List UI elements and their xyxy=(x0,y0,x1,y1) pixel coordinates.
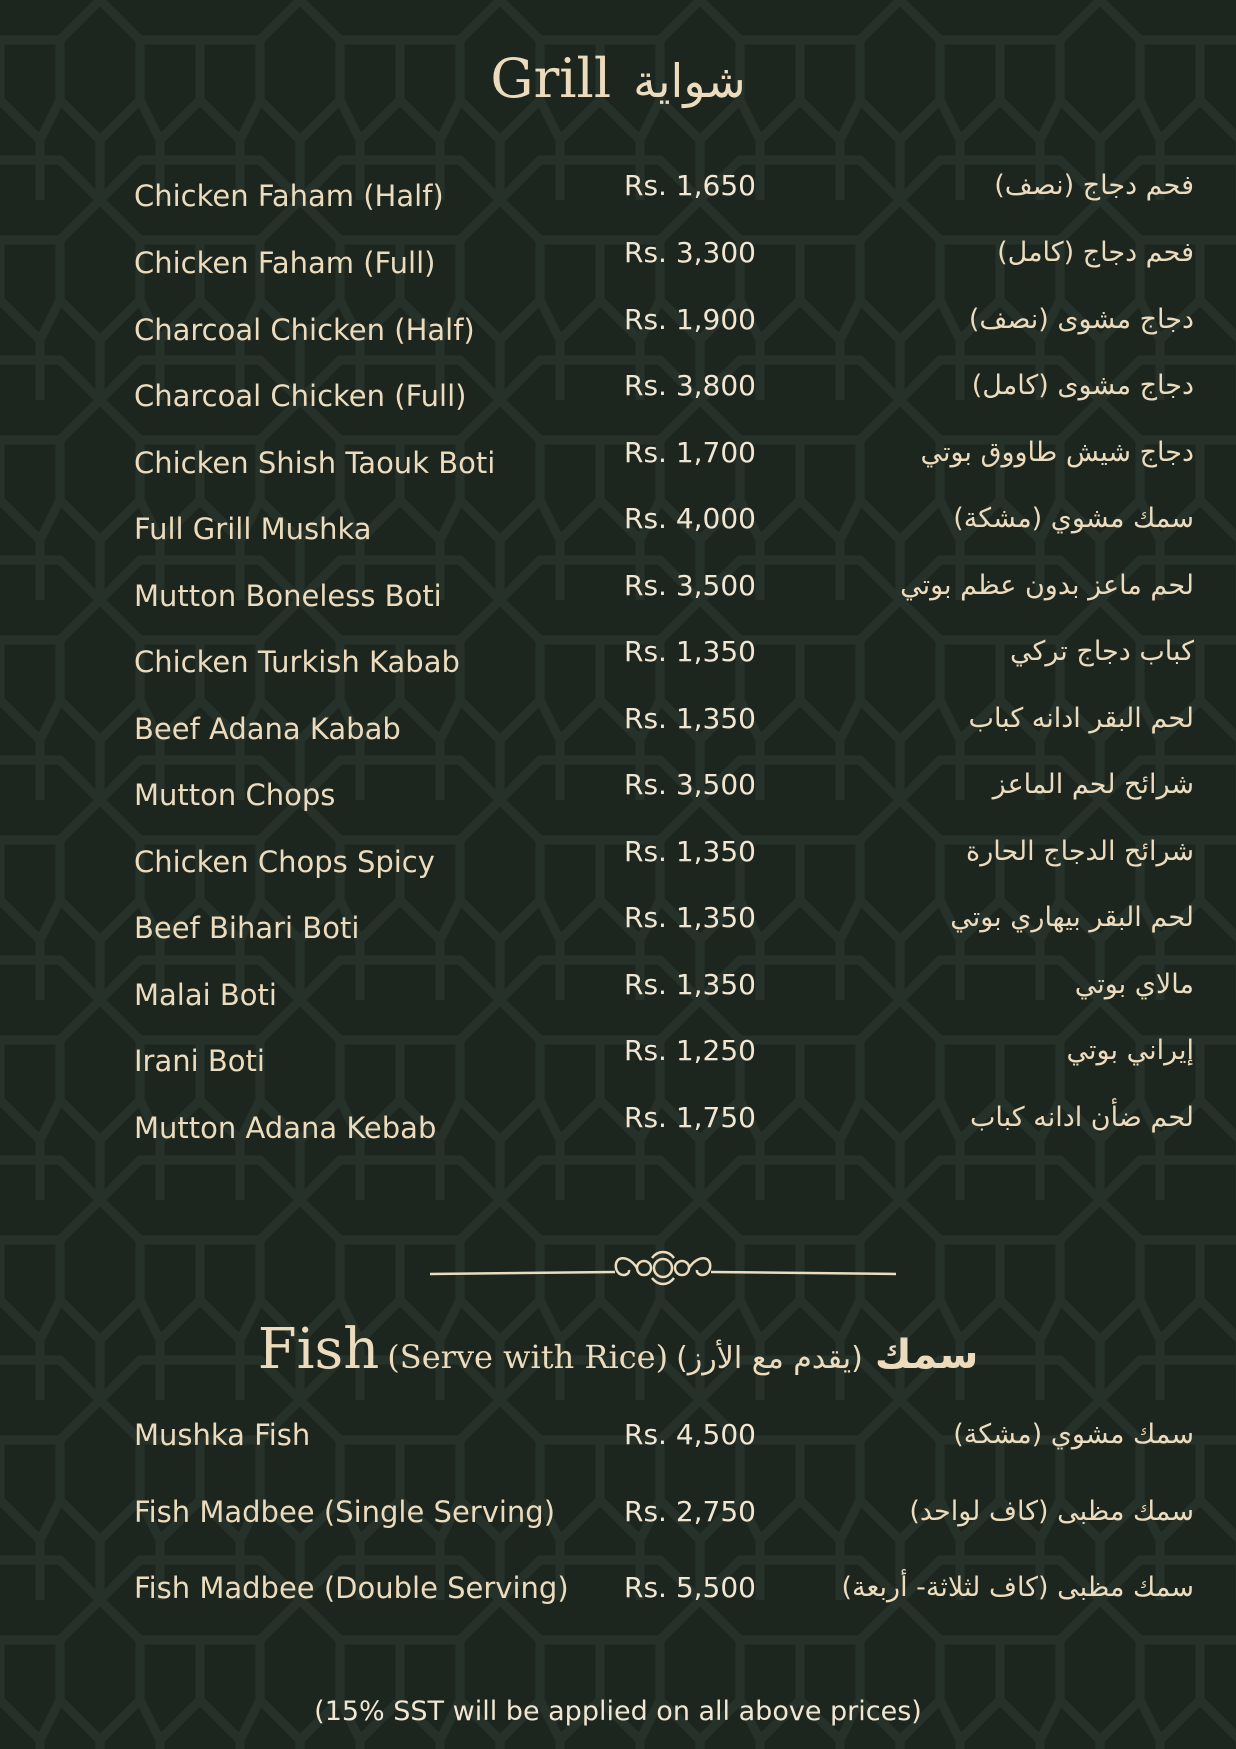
menu-item xyxy=(0,300,1236,350)
fish-title-ar: سمك xyxy=(874,1332,979,1378)
grill-title-ar: شواية xyxy=(633,54,746,108)
menu-item xyxy=(0,566,1236,616)
item-price: Rs. 1,350 xyxy=(623,901,756,934)
item-name-ar: سمك مشوي (مشكة) xyxy=(953,503,1194,534)
item-name-ar: سمك مظبى (كاف لثلاثة- أربعة) xyxy=(841,1572,1194,1603)
item-name-en: Fish Madbee (Single Serving) xyxy=(134,1495,556,1529)
menu-item xyxy=(0,1031,1236,1081)
item-price: Rs. 4,000 xyxy=(623,502,756,535)
item-price: Rs. 1,250 xyxy=(623,1034,756,1067)
item-price: Rs. 1,350 xyxy=(623,702,756,735)
item-price: Rs. 1,350 xyxy=(623,635,756,668)
item-name-ar: كباب دجاج تركي xyxy=(1010,636,1194,667)
item-name-en: Chicken Turkish Kabab xyxy=(134,645,460,679)
item-name-en: Beef Adana Kabab xyxy=(134,712,401,746)
menu-item xyxy=(0,632,1236,682)
menu-item xyxy=(0,233,1236,283)
item-name-ar: فحم دجاج (نصف) xyxy=(994,170,1194,201)
menu-item xyxy=(0,1492,1236,1542)
item-price: Rs. 3,500 xyxy=(623,569,756,602)
item-name-ar: سمك مظبى (كاف لواحد) xyxy=(909,1496,1194,1527)
item-name-en: Mutton Adana Kebab xyxy=(134,1111,437,1145)
item-name-ar: لحم ماعز بدون عظم بوتي xyxy=(900,570,1194,601)
item-price: Rs. 1,350 xyxy=(623,968,756,1001)
fish-title-en: Fish xyxy=(257,1317,380,1382)
item-price: Rs. 3,800 xyxy=(623,369,756,402)
tax-footnote: (15% SST will be applied on all above prices) xyxy=(314,1696,922,1727)
item-name-en: Mutton Boneless Boti xyxy=(134,579,442,613)
item-name-ar: شرائح الدجاج الحارة xyxy=(966,836,1194,867)
ornament-divider xyxy=(430,1246,896,1290)
item-name-en: Chicken Chops Spicy xyxy=(134,845,435,879)
item-name-ar: دجاج مشوى (كامل) xyxy=(971,370,1194,401)
menu-item xyxy=(0,166,1236,216)
menu-item xyxy=(0,965,1236,1015)
item-price: Rs. 3,500 xyxy=(623,768,756,801)
grill-section-title xyxy=(0,44,1236,116)
fish-section-title xyxy=(0,1310,1236,1403)
fish-title-en-sub: (Serve with Rice) xyxy=(387,1338,669,1376)
item-name-en: Mutton Chops xyxy=(134,778,336,812)
menu-item xyxy=(0,366,1236,416)
item-name-ar: لحم البقر بيهاري بوتي xyxy=(950,902,1194,933)
item-name-en: Malai Boti xyxy=(134,978,277,1012)
item-name-ar: سمك مشوي (مشكة) xyxy=(953,1419,1194,1450)
item-name-en: Chicken Shish Taouk Boti xyxy=(134,446,496,480)
fish-title-ar-sub: (يقدم مع الأرز) xyxy=(676,1341,863,1376)
menu-item xyxy=(0,1098,1236,1148)
item-name-en: Fish Madbee (Double Serving) xyxy=(134,1571,569,1605)
item-name-en: Charcoal Chicken (Full) xyxy=(134,379,467,413)
item-name-ar: شرائح لحم الماعز xyxy=(992,769,1194,800)
item-name-en: Charcoal Chicken (Half) xyxy=(134,313,475,347)
menu-item xyxy=(0,433,1236,483)
item-price: Rs. 1,750 xyxy=(623,1101,756,1134)
item-name-ar: لحم البقر ادانه كباب xyxy=(968,703,1194,734)
item-price: Rs. 4,500 xyxy=(623,1418,756,1451)
item-name-en: Beef Bihari Boti xyxy=(134,911,360,945)
item-price: Rs. 1,700 xyxy=(623,436,756,469)
menu-item xyxy=(0,765,1236,815)
item-price: Rs. 1,650 xyxy=(623,169,756,202)
item-name-ar: دجاج شيش طاووق بوتي xyxy=(920,437,1194,468)
item-name-en: Full Grill Mushka xyxy=(134,512,372,546)
item-name-ar: إيراني بوتي xyxy=(1066,1035,1194,1066)
item-name-ar: مالاي بوتي xyxy=(1074,969,1194,1000)
menu-item xyxy=(0,898,1236,948)
item-name-en: Chicken Faham (Half) xyxy=(134,179,444,213)
item-name-en: Chicken Faham (Full) xyxy=(134,246,436,280)
item-price: Rs. 3,300 xyxy=(623,236,756,269)
item-name-en: Irani Boti xyxy=(134,1044,265,1078)
item-name-ar: لحم ضأن ادانه كباب xyxy=(969,1102,1194,1133)
item-name-ar: دجاج مشوى (نصف) xyxy=(968,304,1194,335)
item-price: Rs. 1,350 xyxy=(623,835,756,868)
menu-item xyxy=(0,1568,1236,1618)
menu-item xyxy=(0,499,1236,549)
menu-item xyxy=(0,1415,1236,1465)
item-price: Rs. 1,900 xyxy=(623,303,756,336)
menu-item xyxy=(0,699,1236,749)
item-price: Rs. 5,500 xyxy=(623,1571,756,1604)
menu-item xyxy=(0,832,1236,882)
item-name-en: Mushka Fish xyxy=(134,1418,311,1452)
item-price: Rs. 2,750 xyxy=(623,1495,756,1528)
grill-title-en: Grill xyxy=(490,47,612,110)
item-name-ar: فحم دجاج (كامل) xyxy=(997,237,1194,268)
